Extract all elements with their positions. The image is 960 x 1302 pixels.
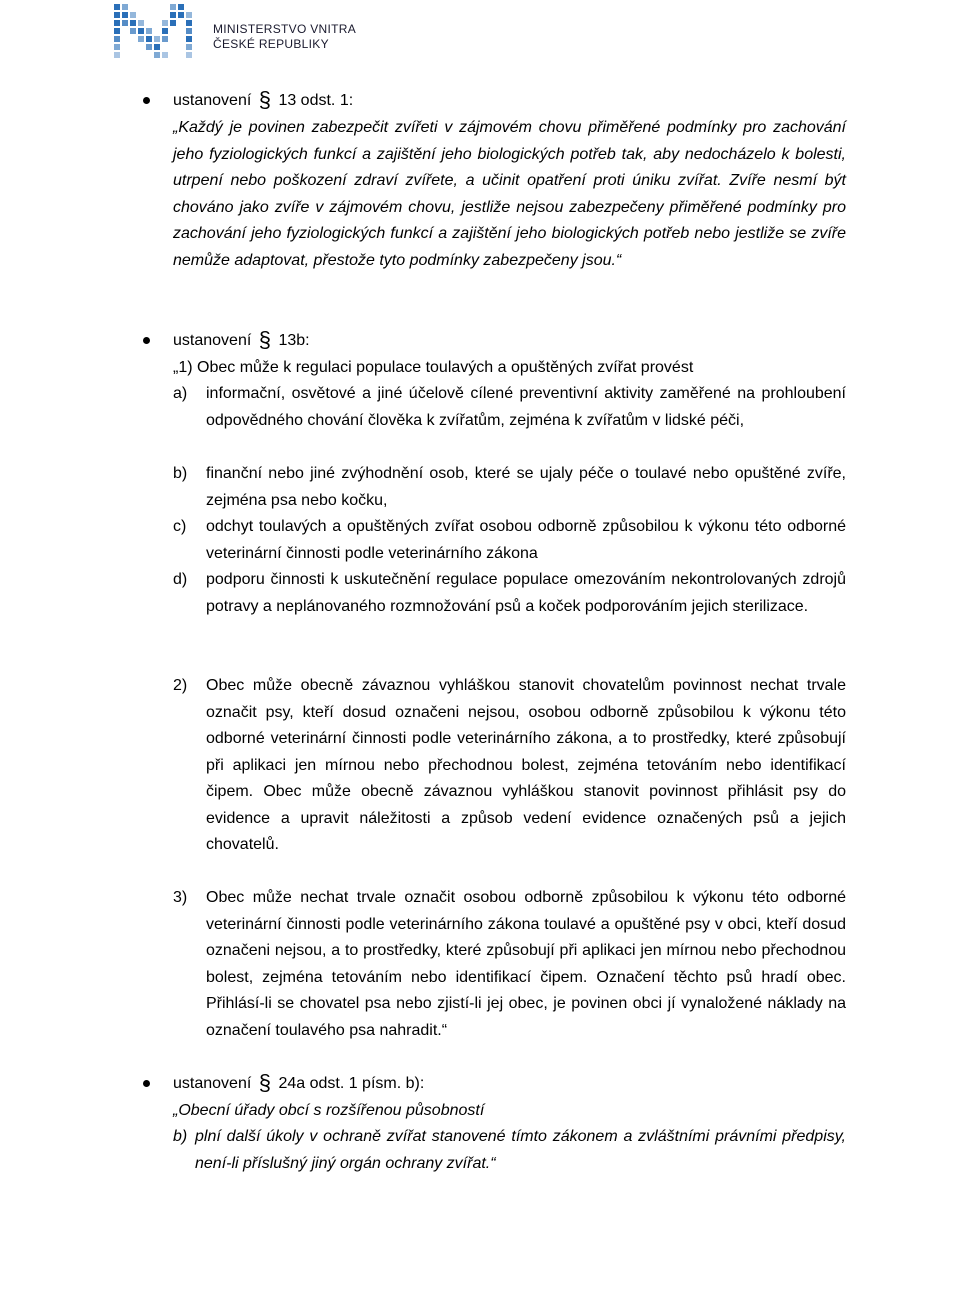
logo-line-1: MINISTERSTVO VNITRA — [213, 22, 357, 36]
bullet-icon — [143, 337, 150, 344]
item-text: finanční nebo jiné zvýhodnění osob, které se ujaly péče o toulavé nebo opuštěné zvíře, zejména psa nebo kočku, — [206, 465, 846, 509]
item-label: a) — [173, 385, 188, 402]
section-intro: „1) Obec může k regulaci populace toulavých a opuštěných zvířat provést — [173, 359, 694, 376]
point-label: 3) — [173, 889, 188, 906]
header-prefix: ustanovení — [173, 332, 252, 349]
item-text: plní další úkoly v ochraně zvířat stanovené tímto zákonem a zvláštními právními předpisy, není-li příslušný jiný orgán ochrany zvířat.“ — [195, 1128, 846, 1172]
header-prefix: ustanovení — [173, 92, 252, 109]
item-label: b) — [173, 465, 188, 482]
point-label: 2) — [173, 677, 188, 694]
list-item — [173, 1124, 846, 1177]
logo-line-2: ČESKÉ REPUBLIKY — [213, 37, 329, 51]
section-header — [173, 327, 310, 352]
item-label: c) — [173, 518, 187, 535]
item-label: d) — [173, 571, 188, 588]
list-item — [173, 461, 846, 514]
section-header — [173, 1070, 425, 1095]
item-text: podporu činnosti k uskutečnění regulace populace omezováním nekontrolovaných zdrojů potravy a neplánovaného rozmnožování psů a koček podporováním jejich sterilizace. — [206, 571, 846, 615]
header-suffix: 13b: — [278, 332, 310, 349]
section-sign: § — [258, 327, 271, 352]
ministry-logo-mark — [112, 2, 212, 68]
header-suffix: 13 odst. 1: — [278, 92, 354, 109]
section-sign: § — [258, 87, 271, 112]
numbered-point — [173, 885, 846, 1044]
bullet-icon — [143, 97, 150, 104]
item-label: b) — [173, 1128, 188, 1145]
section-intro: „Obecní úřady obcí s rozšířenou působností — [173, 1102, 485, 1119]
header-suffix: 24a odst. 1 písm. b): — [278, 1075, 425, 1092]
list-item — [173, 567, 846, 620]
item-text: odchyt toulavých a opuštěných zvířat osobou odborně způsobilou k výkonu této odborné veterinární činnosti podle veterinárního zákona — [206, 518, 846, 562]
section-header — [173, 87, 354, 112]
list-item — [173, 514, 846, 567]
header-prefix: ustanovení — [173, 1075, 252, 1092]
bullet-icon — [143, 1080, 150, 1087]
section-sign: § — [258, 1070, 271, 1095]
list-item — [173, 381, 846, 434]
section-text: „Každý je povinen zabezpečit zvířeti v zájmovém chovu přiměřené podmínky pro zachování jeho fyziologických funkcí a zajištění jeho biologických potřeb tak, aby nedocházelo k bolesti, utrpení nebo poškození zdraví zvířete, a učinit opatření proti úniku zvířat. Zvíře nesmí být chováno jako zvíře v zájmovém chovu, jestliže nejsou zabezpečeny přiměřené podmínky pro zachování jeho fyziologických funkcí a zajištění jeho biologických potřeb nebo jestliže se zvíře nemůže adaptovat, přestože tyto podmínky zabezpečeny jsou.“ — [173, 119, 846, 269]
point-text: Obec může obecně závaznou vyhláškou stanovit chovatelům povinnost nechat trvale označit psy, kteří dosud označeni nejsou, osobou odborně způsobilou k výkonu této odborné veterinární činnosti podle veterinárního zákona, a to prostředky, které způsobují při aplikaci jen mírnou nebo přechodnou bolest, zejména tetováním nebo identifikací čipem. Obec může obecně závaznou vyhláškou stanovit povinnost přihlásit psy do evidence a upravit náležitosti a způsob vedení evidence označených psů a jejich chovatelů. — [206, 677, 846, 853]
numbered-point — [173, 673, 846, 859]
ministry-logo-text — [213, 22, 356, 52]
item-text: informační, osvětové a jiné účelově cílené preventivní aktivity zaměřené na prohloubení odpovědného chování člověka k zvířatům, zejména k zvířatům v lidské péči, — [206, 385, 846, 429]
point-text: Obec může nechat trvale označit osobou odborně způsobilou k výkonu této odborné veterinární činnosti podle veterinárního zákona toulavé a opuštěné psy v obci, kteří dosud označeni nejsou, a to prostředky, které způsobují při aplikaci jen mírnou nebo přechodnou bolest, zejména tetováním nebo identifikací čipem. Označení těchto psů hradí obec. Přihlásí-li se chovatel psa nebo zjistí-li jej obec, je povinen obci jí vynaložené náklady na označení toulavého psa nahradit.“ — [206, 889, 846, 1039]
